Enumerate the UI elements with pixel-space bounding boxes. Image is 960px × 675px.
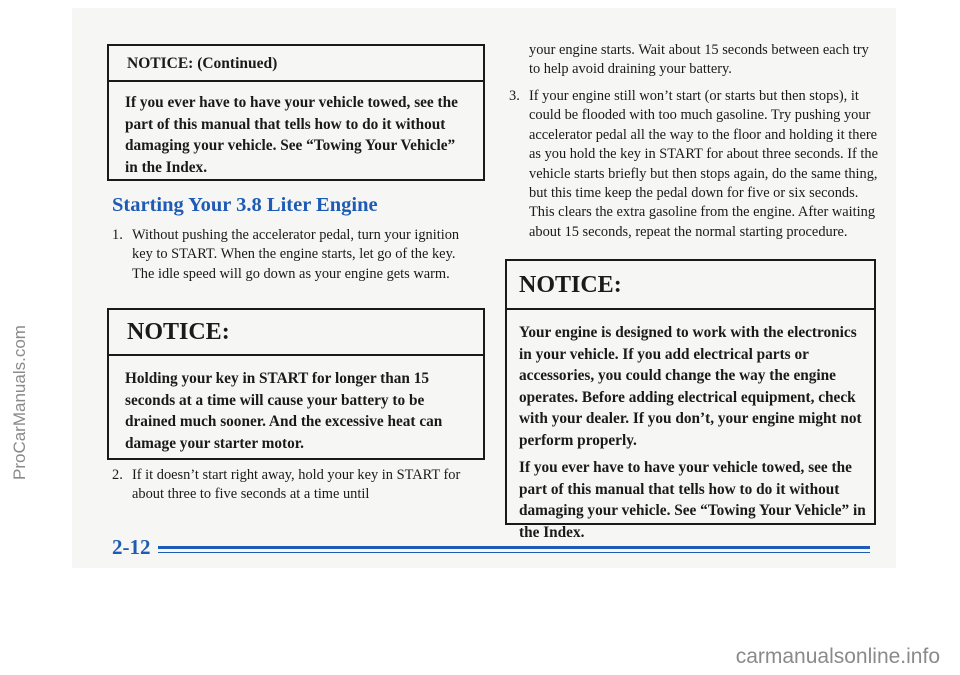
notice-electrical-box xyxy=(505,259,876,541)
page-number: 2-12 xyxy=(112,535,151,559)
notice-continued-box xyxy=(107,44,485,181)
step-2-continued xyxy=(509,41,869,80)
step-2-number: 2. xyxy=(112,467,123,483)
notice-starter-text: Holding your key in START for longer than 15 seconds at a time will cause your battery to be drained much sooner. And the excessive heat can damage your starter motor. xyxy=(125,370,443,452)
watermark-side: ProCarManuals.com xyxy=(10,325,29,480)
footer-rule-thin xyxy=(158,552,870,553)
footer-rule-thick xyxy=(158,546,870,549)
notice-electrical-title: NOTICE: xyxy=(507,261,874,310)
notice-starter-box xyxy=(107,308,485,460)
step-3 xyxy=(509,87,879,242)
notice-starter-body xyxy=(109,356,483,454)
step-1-text: Without pushing the accelerator pedal, turn your ignition key to START. When the engine starts, let go of the key. The idle speed will go down as your engine gets warm. xyxy=(132,227,460,282)
section-heading: Starting Your 3.8 Liter Engine xyxy=(112,194,378,216)
notice-continued-body xyxy=(109,82,483,178)
notice-starter-title: NOTICE: xyxy=(109,310,483,356)
notice-continued-text: If you ever have to have your vehicle towed, see the part of this manual that tells how to do it without damaging your vehicle. See “Towing Your Vehicle” in the Index. xyxy=(125,94,458,176)
step-2 xyxy=(112,466,492,505)
notice-continued-title: NOTICE: (Continued) xyxy=(109,46,483,82)
notice-electrical-paragraph-1: Your engine is designed to work with the electronics in your vehicle. If you add electrical parts or accessories, you could change the way the engine operates. Before adding electrical equipment, check with your dealer. If you don’t, your engine might not perform properly. xyxy=(519,324,862,449)
step-3-text: If your engine still won’t start (or starts but then stops), it could be flooded with too much gasoline. Try pushing your accelerator pedal all the way to the floor and holding it there as you hold the key in START for about three seconds. If the vehicle starts briefly but then stops again, do the same thing, but this time keep the pedal down for five or six seconds. This clears the extra gasoline from the engine. After waiting about 15 seconds, repeat the normal starting procedure. xyxy=(529,88,879,240)
step-1 xyxy=(112,226,462,284)
step-1-number: 1. xyxy=(112,227,123,243)
watermark-bottom: carmanualsonline.info xyxy=(735,645,940,668)
step-3-number: 3. xyxy=(509,88,520,104)
notice-electrical-body xyxy=(507,310,874,543)
notice-electrical-paragraph-2: If you ever have to have your vehicle towed, see the part of this manual that tells how to do it without damaging your vehicle. See “Towing Your Vehicle” in the Index. xyxy=(519,459,866,541)
step-2-text: If it doesn’t start right away, hold your key in START for about three to five seconds at a time until xyxy=(132,467,461,503)
step-2-continued-text: your engine starts. Wait about 15 seconds between each try to help avoid draining your battery. xyxy=(529,42,869,78)
